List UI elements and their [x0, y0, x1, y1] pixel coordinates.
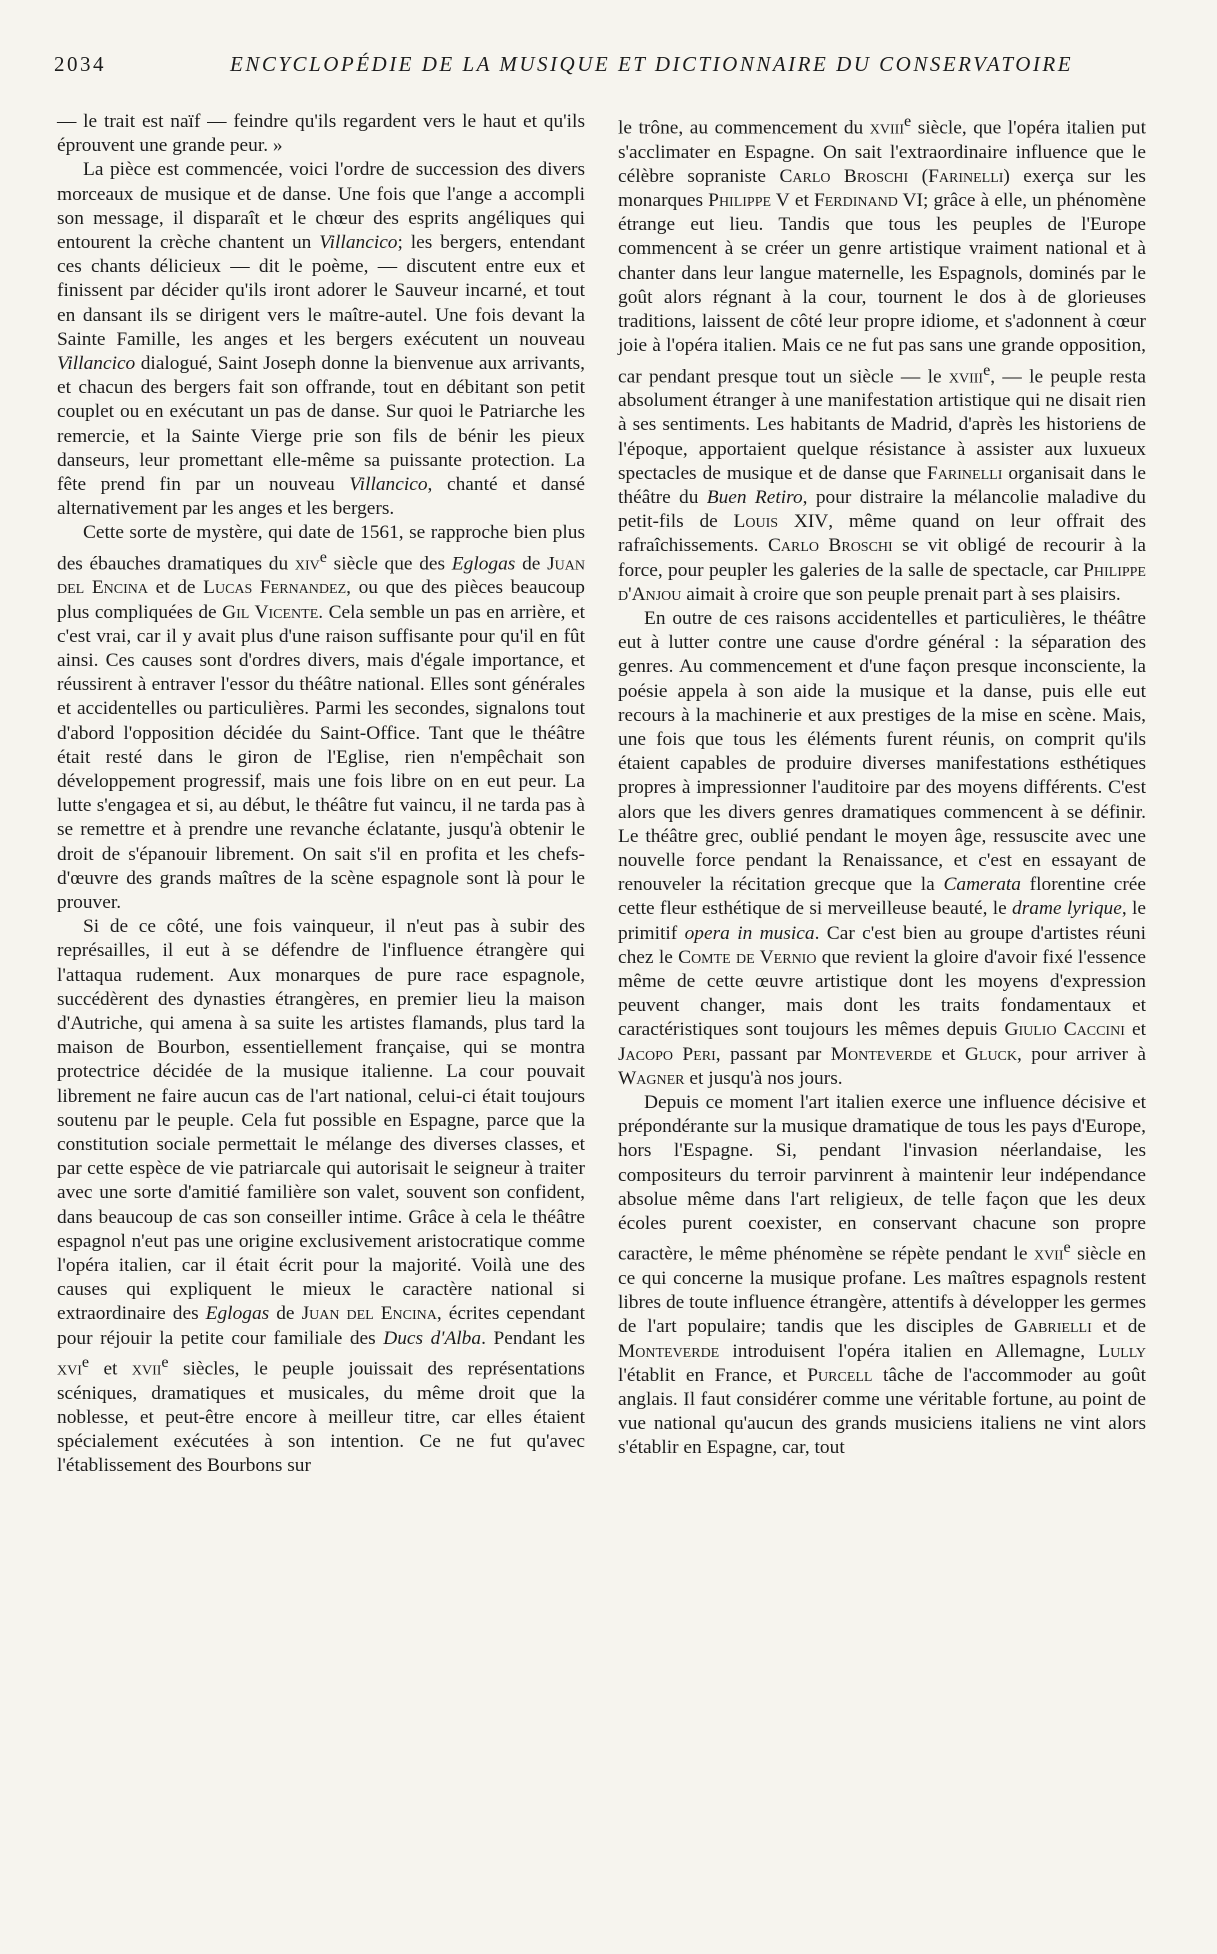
right-column: [618, 110, 1146, 1461]
running-title: ENCYCLOPÉDIE DE LA MUSIQUE ET DICTIONNAIRE DU CONSERVATOIRE: [230, 52, 1074, 76]
paragraph: — le trait est naïf — feindre qu'ils regardent vers le haut et qu'ils éprouvent une grande peur. »: [57, 111, 585, 157]
paragraph: Si de ce côté, une fois vainqueur, il n'eut pas à subir des représailles, il eut à se défendre de l'influence étrangère qui l'attaqua rudement. Aux monarques de pure race espagnole, succédèrent des dynasties étrangères, en premier lieu la maison d'Autriche, qui amena à sa suite les artistes flamands, plus tard la maison de Bourbon, essentiellement française, qui se montra protectrice décidée de la musique italienne. La cour pouvait librement ne faire aucun cas de l'art national, celui-ci était toujours soutenu par le peuple. Cela fut possible en Espagne, parce que la constitution sociale permettait le mélange des diverses classes, et par cette espèce de vie patriarcale qui autorisait le seigneur à traiter avec une sorte d'amitié familière son valet, souvent son confident, dans beaucoup de cas son conseiller intime. Grâce à cela le théâtre espagnol n'eut pas une origine exclusivement aristocratique comme l'opéra italien, car il était écrit pour la majorité. Voilà une des causes qui expliquent le mieux le caractère national si extraordinaire des Eglogas de Juan del Encina, écrites cependant pour réjouir la petite cour familiale des Ducs d'Alba. Pendant les xvi$^e$ et xvii$^e$ siècles, le peuple jouissait des représentations scéniques, dramatiques et musicales, du même droit que la noblesse, et peut-être encore à meilleur titre, car elles étaient spécialement exécutées à son intention. Ce ne fut qu'avec l'établissement des Bourbons sur: [57, 916, 585, 1477]
running-header: [54, 52, 1160, 82]
paragraph: La pièce est commencée, voici l'ordre de succession des divers morceaux de musique et de danse. Une fois que l'ange a accompli son message, il disparaît et le chœur des esprits angéliques qui entourent la crèche chantent un Villancico; les bergers, entendant ces chants délicieux — dit le poème, — discutent entre eux et finissent par décider qu'ils iront adorer le Sauveur incarné, et tout en dansant ils se dirigent vers le maître-autel. Une fois devant la Sainte Famille, les anges et les bergers exécutent un nouveau Villancico dialogué, Saint Joseph donne la bienvenue aux arrivants, et chacun des bergers fait son offrande, tout en débitant son petit couplet ou en exécutant un pas de danse. Sur quoi le Patriarche les remercie, et la Sainte Vierge prie son fils de bénir les pieux danseurs, leur promettant elle-même sa puissante protection. La fête prend fin par un nouveau Villancico, chanté et dansé alternativement par les anges et les bergers.: [57, 159, 585, 520]
paragraph: En outre de ces raisons accidentelles et particulières, le théâtre eut à lutter contre une cause d'ordre général : la séparation des genres. Au commencement et d'une façon presque inconsciente, la poésie appela à son aide la musique et la danse, puis elle eut recours à la machinerie et aux prestiges de la mise en scène. Mais, une fois que tous les éléments furent réunis, on comprit qu'ils étaient capables de produire diverses manifestations esthétiques propres à impressionner l'auditoire par des moyens différents. C'est alors que les divers genres dramatiques commencent à se définir. Le théâtre grec, oublié pendant le moyen âge, ressuscite avec une nouvelle force pendant la Renaissance, et c'est en essayant de renouveler la récitation grecque que la Camerata florentine crée cette fleur esthétique de si merveilleuse beauté, le drame lyrique, le primitif opera in musica. Car c'est bien au groupe d'artistes réuni chez le Comte de Vernio que revient la gloire d'avoir fixé l'essence même de cette œuvre artistique dont les moyens d'expression peuvent changer, mais dont les traits fondamentaux et caractéristiques sont toujours les mêmes depuis Giulio Caccini et Jacopo Peri, passant par Monteverde et Gluck, pour arriver à Wagner et jusqu'à nos jours.: [618, 608, 1147, 1089]
paragraph: Depuis ce moment l'art italien exerce une influence décisive et prépondérante sur la musique dramatique de tous les pays d'Europe, hors l'Espagne. Si, pendant l'invasion néerlandaise, les compositeurs du terroir parvinrent à maintenir leur indépendance absolue même dans l'art religieux, de telle façon que les deux écoles purent coexister, en conservant chacune son propre caractère, le même phénomène se répète pendant le xvii$^e$ siècle en ce qui concerne la musique profane. Les maîtres espagnols restent libres de toute influence étrangère, attentifs à développer les germes de l'art populaire; tandis que les disciples de Gabrielli et de Monteverde introduisent l'opéra italien en Allemagne, Lully l'établit en France, et Purcell tâche de l'accommoder au goût anglais. Il faut considérer comme une véritable fortune, au point de vue national qu'aucun des grands musiciens italiens ne vint alors s'établir en Espagne, car, tout: [618, 1092, 1146, 1459]
page-number: 2034: [54, 52, 106, 76]
left-column: [57, 110, 585, 1478]
paragraph: le trône, au commencement du xviii$^e$ siècle, que l'opéra italien put s'acclimater en Espagne. On sait l'extraordinaire influence que le célèbre sopraniste Carlo Broschi (Farinelli) exerça sur les monarques Philippe V et Ferdinand VI; grâce à elle, un phénomène étrange eut lieu. Tandis que tous les peuples de l'Europe commencent à se créer un genre artistique vraiment national et à chanter dans leur langue maternelle, les Espagnols, dominés par le goût alors régnant à la cour, tournent le dos à de glorieuses traditions, laissent de côté leur propre idiome, et s'adonnent à cœur joie à l'opéra italien. Mais ce ne fut pas sans une grande opposition, car pendant presque tout un siècle — le xviii$^e$, — le peuple resta absolument étranger à une manifestation artistique qui ne disait rien à ses sentiments. Les habitants de Madrid, d'après les historiens de l'époque, apportaient quelque résistance à assister aux luxueux spectacles de musique et de danse que Farinelli organisait dans le théâtre du Buen Retiro, pour distraire la mélancolie maladive du petit-fils de Louis XIV, même quand on leur offrait des rafraîchissements. Carlo Broschi se vit obligé de recourir à la force, pour peupler les galeries de la salle de spectacle, car Philippe d'Anjou aimait à croire que son peuple prenait part à ses plaisirs.: [618, 113, 1147, 605]
paragraph: Cette sorte de mystère, qui date de 1561, se rapproche bien plus des ébauches dramatiques du xiv$^e$ siècle que des Eglogas de Juan del Encina et de Lucas Fernandez, ou que des pièces beaucoup plus compliquées de Gil Vicente. Cela semble un pas en arrière, et c'est vrai, car il y avait plus d'une raison suffisante pour qu'il en fût ainsi. Ces causes sont d'ordres divers, mais d'égale importance, et réussirent à entraver l'essor du théâtre national. Elles sont générales et accidentelles ou particulières. Parmi les secondes, signalons tout d'abord l'opposition décidée du Saint-Office. Tant que le théâtre était resté dans le giron de l'Eglise, rien n'empêchait son développement progressif, mais une fois libre on en eut peur. La lutte s'engagea et si, au début, le théâtre fut vaincu, il ne tarda pas à se remettre et à prendre une revanche éclatante, jusqu'à obtenir le droit de s'épanouir librement. On sait s'il en profita et les chefs-d'œuvre des grands maîtres de la scène espagnole sont là pour le prouver.: [57, 522, 585, 913]
